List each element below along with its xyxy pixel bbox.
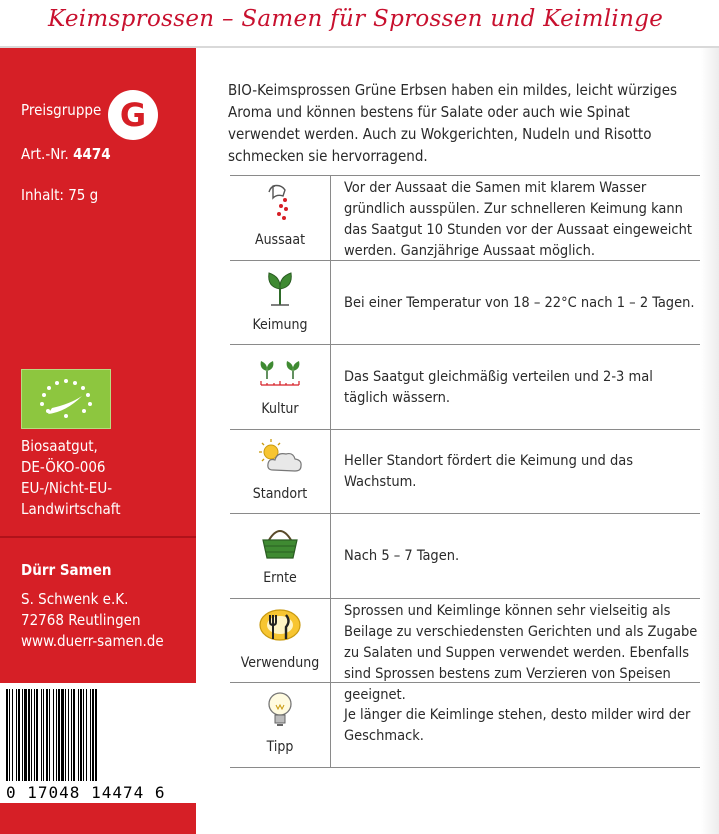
page-title: Keimsprossen – Samen für Sprossen und Keimlinge (48, 6, 664, 32)
table-row (230, 682, 700, 768)
basket-icon (255, 520, 305, 562)
sprout-icon (255, 267, 305, 309)
icon-cell (230, 430, 331, 514)
table-row (230, 344, 700, 429)
info-table (230, 175, 700, 768)
row-text: Heller Standort fördert die Keimung und das Wachstum. (344, 453, 634, 491)
row-text: Sprossen und Keimlinge können sehr vielseitig als Beilage zu verschiedensten Gerichten und als Zugabe zu Salaten und Suppen verwendet werden. Ebenfalls sind Sprossen bestens zum Verzieren von Speisen geeignet. (344, 602, 698, 703)
icon-cell (230, 683, 331, 767)
address-line: 72768 Reutlingen (21, 611, 141, 629)
row-text: Je länger die Keimlinge stehen, desto milder wird der Geschmack. (344, 706, 691, 744)
table-row (230, 513, 700, 598)
icon-cell (230, 345, 331, 429)
price-group-badge: G (108, 90, 158, 140)
barcode-bar (97, 689, 98, 781)
article-number (21, 145, 111, 163)
lightbulb-icon (255, 689, 305, 731)
sun-cloud-icon (255, 436, 305, 478)
edge-shadow (701, 48, 719, 834)
row-label: Kultur (261, 401, 299, 417)
main-content (196, 48, 719, 834)
icon-cell (230, 176, 331, 260)
seedlings-ruler-icon (255, 351, 305, 393)
row-text: Das Saatgut gleichmäßig verteilen und 2-3 mal täglich wässern. (344, 368, 653, 406)
organic-line: Landwirtschaft (21, 500, 121, 518)
table-row (230, 260, 700, 345)
organic-line: EU-/Nicht-EU- (21, 479, 113, 497)
row-label: Tipp (266, 739, 294, 755)
row-label: Ernte (263, 570, 297, 586)
sidebar (0, 48, 196, 834)
company-name: Dürr Samen (21, 561, 112, 579)
organic-line: Biosaatgut, (21, 437, 98, 455)
row-text: Vor der Aussaat die Samen mit klarem Wasser gründlich ausspülen. Zur schnelleren Keimung kann das Saatgut 10 Stunden vor der Aussaat eingeweicht werden. Ganzjährige Aussaat möglich. (344, 180, 692, 259)
address-line: S. Schwenk e.K. (21, 590, 129, 608)
article-label: Art.-Nr. (21, 145, 69, 163)
organic-line: DE-ÖKO-006 (21, 458, 106, 476)
header (0, 0, 719, 48)
article-number-value: 4474 (73, 145, 111, 163)
barcode-digits: 0 17048 14474 6 (6, 783, 166, 802)
barcode-bars (6, 689, 190, 781)
row-label: Aussaat (254, 232, 306, 248)
icon-cell (230, 261, 331, 345)
price-group-label: Preisgruppe (21, 101, 102, 119)
intro-text: BIO-Keimsprossen Grüne Erbsen haben ein mildes, leicht würziges Aroma und können bestens für Salate oder auch wie Spinat verwendet werden. Auch zu Wokgerichten, Nudeln und Risotto schmecken sie hervorragend. (228, 81, 678, 165)
table-row (230, 175, 700, 260)
barcode (0, 683, 196, 803)
website-link[interactable]: www.duerr-samen.de (21, 632, 164, 650)
row-label: Verwendung (240, 654, 320, 671)
sidebar-divider (0, 536, 196, 538)
row-text: Bei einer Temperatur von 18 – 22°C nach 1 – 2 Tagen. (344, 294, 695, 311)
company-address (21, 589, 164, 652)
icon-cell (230, 599, 331, 683)
table-row (230, 429, 700, 514)
plate-cutlery-icon (255, 605, 305, 647)
row-label: Standort (252, 485, 308, 502)
sowing-hand-icon (255, 182, 305, 224)
table-row (230, 598, 700, 703)
content-amount: Inhalt: 75 g (21, 186, 99, 204)
organic-certification (21, 436, 121, 520)
row-label: Keimung (252, 316, 308, 333)
eu-organic-logo-icon (21, 369, 111, 429)
row-text: Nach 5 – 7 Tagen. (344, 548, 460, 565)
icon-cell (230, 514, 331, 598)
